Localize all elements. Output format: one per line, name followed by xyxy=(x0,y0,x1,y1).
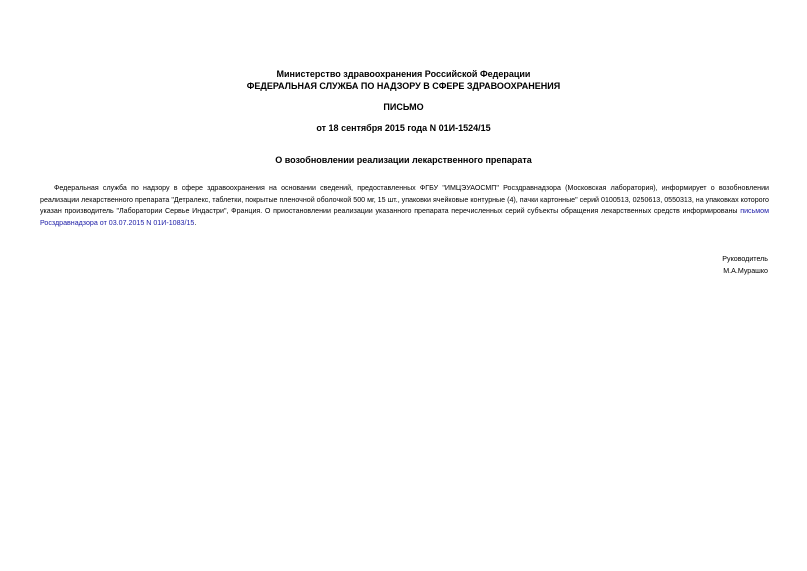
document-subject: О возобновлении реализации лекарственного препарата xyxy=(275,155,532,165)
document-type-block xyxy=(0,101,807,113)
document-subject-block xyxy=(0,154,807,166)
signature-block xyxy=(722,254,768,277)
body-paragraph-text: Федеральная служба по надзору в сфере здравоохранения на основании сведений, предоставленных ФГБУ "ИМЦЭУАОСМП" Росздравнадзора (Московская лаборатория), информирует о возобновлении реализации лекарственного препарата "Детралекс, таблетки, покрытые пленочной оболочкой 500 мг, 15 шт., упаковки ячейковые контурные (4), пачки картонные" серий 0100513, 0250613, 0550313, на упаковках которого указан производитель "Лаборатории Сервье Индастри", Франция. О приостановлении реализации указанного препарата перечисленных серий субъекты обращения лекарственных средств информированы xyxy=(40,184,769,215)
body-paragraph xyxy=(40,183,769,229)
document-date-number: от 18 сентября 2015 года N 01И-1524/15 xyxy=(316,123,491,133)
signatory-name: М.А.Мурашко xyxy=(723,266,768,275)
document-type: ПИСЬМО xyxy=(383,102,424,112)
reference-letter-link[interactable]: письмом Росздравнадзора от 03.07.2015 N 01И-1083/15 xyxy=(40,207,769,227)
service-name: ФЕДЕРАЛЬНАЯ СЛУЖБА ПО НАДЗОРУ В СФЕРЕ ЗДРАВООХРАНЕНИЯ xyxy=(246,81,561,91)
body-paragraph-end: . xyxy=(194,218,197,227)
document-date-block xyxy=(0,122,807,134)
ministry-name: Министерство здравоохранения Российской Федерации xyxy=(276,69,531,79)
document-header xyxy=(0,68,807,92)
signatory-title: Руководитель xyxy=(722,255,768,263)
